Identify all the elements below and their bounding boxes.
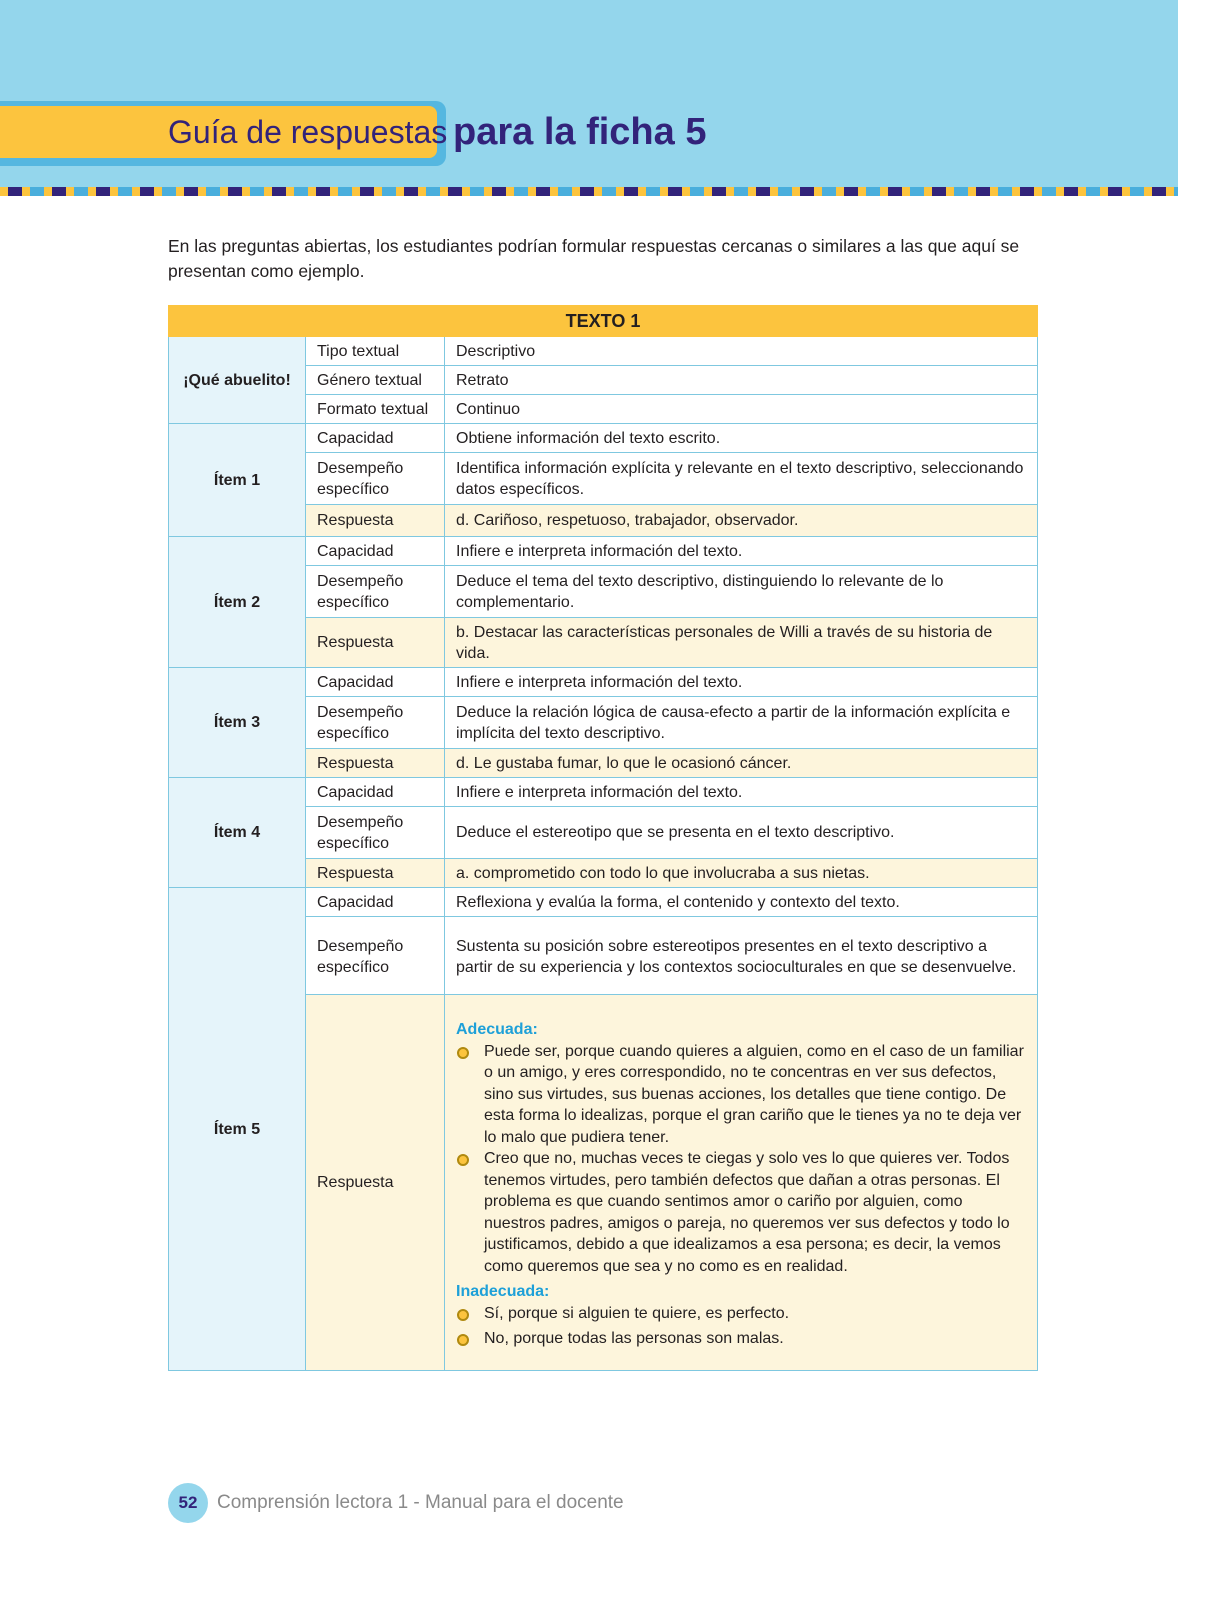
row-label: Desempeño específico: [306, 807, 445, 859]
table-row: [169, 668, 1038, 697]
row-label: Capacidad: [306, 537, 445, 566]
group-label-item1: Ítem 1: [169, 424, 306, 537]
row-value: Deduce la relación lógica de causa-efecto a partir de la información explícita e implícita del texto descriptivo.: [445, 697, 1038, 749]
row-label: Desempeño específico: [306, 453, 445, 505]
list-item: No, porque todas las personas son malas.: [456, 1328, 1026, 1350]
list-item: Creo que no, muchas veces te ciegas y solo ves lo que quieres ver. Todos tenemos virtudes, pero también defectos que dañan a otras personas. El problema es que cuando sentimos amor o cariño por alguien, como nuestros padres, amigos o pareja, no queremos ver sus defectos y todo lo justificamos, debido a que idealizamos a esa persona; es decir, la vemos como queremos que sea y no como es en realidad.: [456, 1148, 1026, 1277]
row-value: Identifica información explícita y relevante en el texto descriptivo, seleccionando datos específicos.: [445, 453, 1038, 505]
table-heading: TEXTO 1: [169, 306, 1038, 337]
row-value: Obtiene información del texto escrito.: [445, 424, 1038, 453]
table-row: [169, 337, 1038, 366]
page-title-part2: para la ficha 5: [453, 111, 707, 153]
adecuada-heading: Adecuada:: [456, 1020, 538, 1038]
row-label: Capacidad: [306, 888, 445, 917]
row-value: d. Cariñoso, respetuoso, trabajador, observador.: [445, 505, 1038, 537]
list-item: Sí, porque si alguien te quiere, es perfecto.: [456, 1303, 1026, 1325]
row-value: b. Destacar las características personales de Willi a través de su historia de vida.: [445, 618, 1038, 668]
row-label: Capacidad: [306, 778, 445, 807]
adecuada-list: [456, 1041, 1026, 1278]
group-label-item3: Ítem 3: [169, 668, 306, 778]
row-label: Capacidad: [306, 424, 445, 453]
page-number: 52: [168, 1483, 208, 1523]
footer-text: Comprensión lectora 1 - Manual para el docente: [217, 1492, 624, 1513]
header-band: [0, 0, 1178, 196]
row-label: Género textual: [306, 366, 445, 395]
row-value: Infiere e interpreta información del texto.: [445, 778, 1038, 807]
row-label: Respuesta: [306, 749, 445, 778]
row-label: Respuesta: [306, 505, 445, 537]
row-value: Infiere e interpreta información del texto.: [445, 537, 1038, 566]
group-label-text: ¡Qué abuelito!: [169, 337, 306, 424]
row-label: Respuesta: [306, 618, 445, 668]
row-value: Infiere e interpreta información del texto.: [445, 668, 1038, 697]
row-value: Sustenta su posición sobre estereotipos presentes en el texto descriptivo a partir de su experiencia y los contextos socioculturales en que se desenvuelve.: [445, 917, 1038, 995]
row-label: Formato textual: [306, 395, 445, 424]
group-label-item2: Ítem 2: [169, 537, 306, 668]
group-label-item5: Ítem 5: [169, 888, 306, 1371]
row-label: Capacidad: [306, 668, 445, 697]
row-value: Continuo: [445, 395, 1038, 424]
intro-paragraph: En las preguntas abiertas, los estudiantes podrían formular respuestas cercanas o similares a las que aquí se presentan como ejemplo.: [168, 236, 1020, 281]
list-item: Puede ser, porque cuando quieres a alguien, como en el caso de un familiar o un amigo, y eres correspondido, no te concentras en ver sus defectos, sino sus virtudes, sus buenas acciones, los detalles que tiene contigo. De esta forma lo idealizas, porque el gran cariño que le tienes ya no te deja ver lo malo que pudiera tener.: [456, 1041, 1026, 1149]
row-value: Deduce el estereotipo que se presenta en el texto descriptivo.: [445, 807, 1038, 859]
row-label: Desempeño específico: [306, 697, 445, 749]
open-answer-cell: [445, 995, 1038, 1371]
row-value: a. comprometido con todo lo que involucraba a sus nietas.: [445, 859, 1038, 888]
row-value: Reflexiona y evalúa la forma, el contenido y contexto del texto.: [445, 888, 1038, 917]
row-value: Deduce el tema del texto descriptivo, distinguiendo lo relevante de lo complementario.: [445, 566, 1038, 618]
table-header-row: [169, 306, 1038, 337]
row-value: Descriptivo: [445, 337, 1038, 366]
row-label: Respuesta: [306, 859, 445, 888]
row-value: d. Le gustaba fumar, lo que le ocasionó cáncer.: [445, 749, 1038, 778]
row-value: Retrato: [445, 366, 1038, 395]
table-row: [169, 537, 1038, 566]
row-label: Desempeño específico: [306, 917, 445, 995]
row-label: Respuesta: [306, 995, 445, 1371]
table-row: [169, 888, 1038, 917]
decorative-stripe: [0, 187, 1178, 196]
answer-guide-table: [168, 305, 1038, 1371]
row-label: Desempeño específico: [306, 566, 445, 618]
table-row: [169, 778, 1038, 807]
inadecuada-heading: Inadecuada:: [456, 1283, 550, 1301]
page-title-part1: Guía de respuestas: [168, 114, 448, 150]
group-label-item4: Ítem 4: [169, 778, 306, 888]
table-row: [169, 424, 1038, 453]
row-label: Tipo textual: [306, 337, 445, 366]
inadecuada-list: [456, 1303, 1026, 1349]
